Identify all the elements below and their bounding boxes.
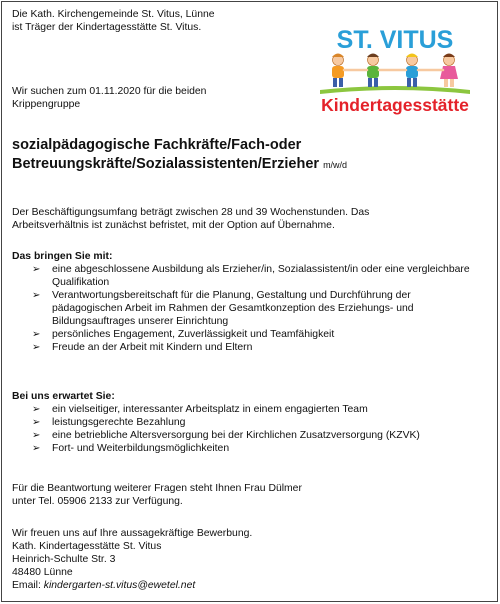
scope-line-2: Arbeitsverhältnis ist zunächst befristet, mit der Option auf Übernahme.: [12, 220, 335, 231]
arrow-bullet-icon: ➢: [32, 342, 41, 353]
search-line-1: Wir suchen zum 01.11.2020 für die beiden: [12, 86, 207, 97]
requirements-list: [12, 263, 482, 354]
arrow-bullet-icon: ➢: [32, 264, 41, 275]
kita-logo-graphic: [316, 24, 474, 120]
logo-child-orange: [332, 54, 344, 88]
logo-child-blue: [406, 54, 418, 88]
list-item-text: persönliches Engagement, Zuverlässigkeit und Teamfähigkeit: [52, 329, 335, 340]
position-title-line-2-text: Betreuungskräfte/Sozialassistenten/Erzieher: [12, 156, 320, 172]
logo-subtitle: Kindertagesstätte: [321, 95, 469, 115]
contact-line-1: Für die Beantwortung weiterer Fragen steht Ihnen Frau Dülmer: [12, 483, 302, 494]
search-line-2: Krippengruppe: [12, 99, 81, 110]
list-item-text: eine abgeschlossene Ausbildung als Erzieher/in, Sozialassistent/in oder eine vergleichbare Qualifikation: [52, 264, 470, 288]
list-item: [12, 328, 482, 341]
logo-child-green: [367, 54, 379, 88]
list-item: [12, 429, 482, 442]
arrow-bullet-icon: ➢: [32, 404, 41, 415]
requirements-title: Das bringen Sie mit:: [12, 251, 113, 262]
arrow-bullet-icon: ➢: [32, 417, 41, 428]
org-street: Heinrich-Schulte Str. 3: [12, 554, 116, 565]
position-title-line-1: sozialpädagogische Fachkräfte/Fach-oder: [12, 137, 302, 153]
offers-list: [12, 403, 482, 455]
list-item-text: Fort- und Weiterbildungsmöglichkeiten: [52, 443, 230, 454]
list-item: [12, 442, 482, 455]
list-item: [12, 416, 482, 429]
arrow-bullet-icon: ➢: [32, 430, 41, 441]
logo-title: ST. VITUS: [336, 26, 454, 54]
contact-line-2: unter Tel. 05906 2133 zur Verfügung.: [12, 496, 183, 507]
email-link[interactable]: kindergarten-st.vitus@ewetel.net: [43, 580, 196, 591]
email-row: [12, 579, 195, 592]
org-city: 48480 Lünne: [12, 567, 73, 578]
arrow-bullet-icon: ➢: [32, 290, 41, 301]
email-label: Email:: [12, 580, 41, 591]
logo-ground: [320, 86, 470, 94]
position-title-line-2: [12, 154, 347, 175]
gender-suffix: m/w/d: [323, 160, 348, 170]
arrow-bullet-icon: ➢: [32, 329, 41, 340]
list-item-text: eine betriebliche Altersversorgung bei der Kirchlichen Zusatzversorgung (KZVK): [52, 430, 420, 441]
offers-title: Bei uns erwartet Sie:: [12, 391, 115, 402]
closing-line: Wir freuen uns auf Ihre aussagekräftige Bewerbung.: [12, 528, 253, 539]
scope-line-1: Der Beschäftigungsumfang beträgt zwischen 28 und 39 Wochenstunden. Das: [12, 207, 370, 218]
list-item: [12, 289, 482, 328]
intro-line-1: Die Kath. Kirchengemeinde St. Vitus, Lünne: [12, 9, 215, 20]
list-item-text: Freude an der Arbeit mit Kindern und Eltern: [52, 342, 253, 353]
list-item-text: Verantwortungsbereitschaft für die Planung, Gestaltung und Durchführung der pädagogischen Arbeit im Rahmen der Gesamtkonzeption des Erziehungs- und Bildungsauftrages unserer Einrichtung: [52, 290, 414, 327]
org-name: Kath. Kindertagesstätte St. Vitus: [12, 541, 162, 552]
list-item: [12, 403, 482, 416]
list-item: [12, 341, 482, 354]
list-item-text: ein vielseitiger, interessanter Arbeitsplatz in einem engagierten Team: [52, 404, 368, 415]
list-item-text: leistungsgerechte Bezahlung: [52, 417, 186, 428]
arrow-bullet-icon: ➢: [32, 443, 41, 454]
list-item: [12, 263, 472, 289]
kita-logo: [316, 24, 474, 120]
intro-line-2: ist Träger der Kindertagesstätte St. Vitus.: [12, 22, 202, 33]
